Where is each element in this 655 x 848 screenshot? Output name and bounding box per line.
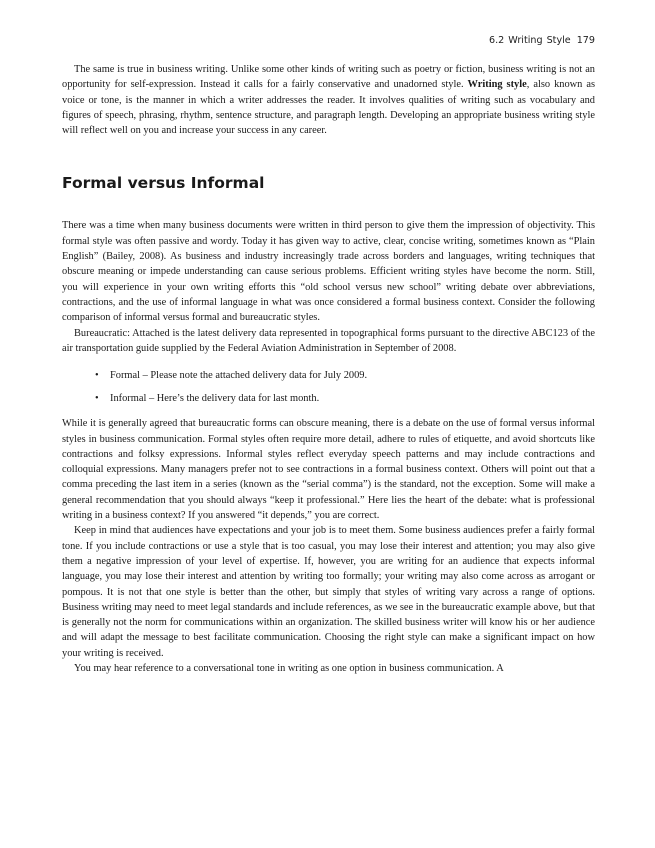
list-item-text: Informal – Here’s the delivery data for last month. <box>110 392 320 404</box>
bullet-icon: • <box>95 392 99 404</box>
section-heading: Formal versus Informal <box>62 174 265 193</box>
paragraph-formal-history: There was a time when many business documents were written in third person to give them the impression of objectivity. This formal style was often passive and wordy. Today it has given way to active, clear, concise writing, sometimes known as “Plain English” (Bailey, 2008). As business and industry increasingly trade across borders and languages, writing techniques that obscure meaning or impede understanding can cause serious problems. Efficient writing styles have become the norm. Still, you will experience in your own writing efforts this “old school versus new school” writing debate over abbreviations, contractions, and the use of informal language in what was once considered a formal business context. Consider the following comparison of informal versus formal and bureaucratic styles. <box>62 220 595 324</box>
bullet-icon: • <box>95 370 99 382</box>
writing-style-term: Writing style <box>467 79 527 91</box>
page <box>62 34 595 676</box>
list-item <box>95 391 595 406</box>
style-comparison-list <box>62 368 595 406</box>
paragraph-audience-expectations: Keep in mind that audiences have expectations and your job is to meet them. Some business audiences prefer a fairly formal tone. If you include contractions or use a style that is too casual, you may lose their interest and attention; you may also give them a negative impression of your level of expertise. If, however, you are writing for an audience that expects informal language, you may lose their interest and attention by writing too formally; your writing may also come across as arrogant or pompous. It is not that one style is better than the other, but simply that styles of writing vary across a range of options. Business writing may need to meet legal standards and include references, as we see in the bureaucratic example above, but that is generally not the norm for communications within an organization. The skilled business writer will know his or her audience and will adapt the message to best facilitate communication. Choosing the right style can make a significant impact on how your writing is received. <box>62 525 595 659</box>
running-header <box>62 34 595 48</box>
list-item-text: Formal – Please note the attached delivery data for July 2009. <box>110 370 368 382</box>
paragraph-bureaucratic-example: Bureaucratic: Attached is the latest delivery data represented in topographical forms pursuant to the directive ABC123 of the air transportation guide supplied by the Federal Aviation Administration in September of 2008. <box>62 327 595 354</box>
paragraph-conversational-tone: You may hear reference to a conversational tone in writing as one option in business communication. A <box>74 663 504 674</box>
paragraph-formal-debate: While it is generally agreed that bureaucratic forms can obscure meaning, there is a debate on the use of formal versus informal styles in business communication. Formal styles often require more detail, adhere to rules of etiquette, and avoid shortcuts like contractions and folksy expressions. Informal styles reflect everyday speech patterns and may include contractions and colloquial expressions. Many managers prefer not to see contractions in a formal business context. Others will point out that a comma preceding the last item in a series (known as the “serial comma”) is the standard, not the exception. Some will make a general recommendation that you should always “keep it professional.” Here lies the heart of the debate: what is professional writing in a business context? If you answered “it depends,” you are correct. <box>62 418 595 522</box>
intro-paragraph <box>62 62 595 138</box>
running-header-section: 6.2 Writing Style <box>488 35 571 46</box>
intro-text-2: , also known as voice or tone, is the manner in which a writer addresses the reader. It involves qualities of writing such as vocabulary and figures of speech, phrasing, rhythm, sentence structure, and paragraph length. Developing an appropriate business writing style will reflect well on you and increase your success in any career. <box>62 79 595 137</box>
intro-text-1: The same is true in business writing. Unlike some other kinds of writing such as poetry or fiction, business writing is not an opportunity for self-expression. Instead it calls for a fairly conservative and unadorned style. <box>62 64 595 91</box>
page-number: 179 <box>576 35 595 46</box>
list-item <box>95 368 595 383</box>
